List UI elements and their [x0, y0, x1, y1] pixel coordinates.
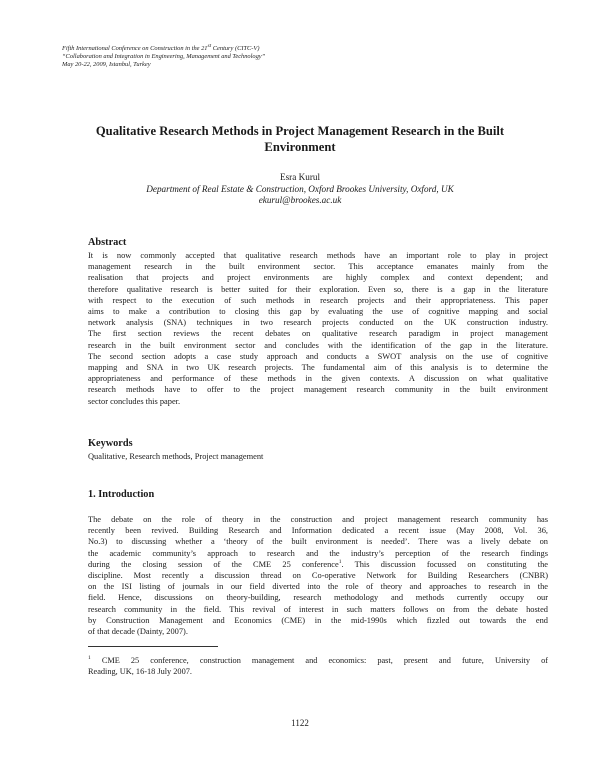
introduction-heading: 1. Introduction: [88, 489, 155, 500]
conference-name: Fifth International Conference on Construction in the 21st Century (CITC-V): [62, 42, 260, 52]
keywords-heading: Keywords: [88, 438, 133, 449]
text-line: on the ISI listing of journals in our field diverted into the role of theory and approaches to research in the: [88, 582, 548, 592]
author-email: ekurul@brookes.ac.uk: [258, 195, 342, 205]
paper-title: Qualitative Research Methods in Project Management Research in the Built Environment: [95, 124, 505, 154]
footnote: $^1$ CME 25 conference, construction management and economics: past, present and future, University of Reading, UK, 16-18 July 2007.: [88, 655, 548, 676]
text-line: It is now commonly accepted that qualitative research methods have an important role to play in project: [88, 251, 548, 260]
text-line: therefore qualitative research is better suited for their exploration. Even so, there is a gap in the literature: [88, 284, 548, 294]
text-line: realisation that projects and project environments are highly complex and context dependent; and: [88, 273, 548, 283]
text-line: The first section reviews the recent debates on qualitative research paradigm in project management: [88, 329, 548, 339]
text-line: research community in the field. This revival of interest in such matters follows on from the debate hosted: [88, 604, 548, 614]
conference-date: May 20-22, 2009, Istanbul, Turkey: [62, 61, 151, 68]
text-line: by Construction Management and Economics (CME) in the mid-1990s which fizzled out towards the end: [88, 615, 548, 625]
text-line: research in the built environment sector and concludes with the identification of the gap in the literature.: [88, 340, 548, 350]
text-line: recently been revived. Building Research and Information dedicated a recent issue (May 2008, Vol. 36,: [88, 526, 548, 536]
text-line: discipline. Most recently a discussion thread on Co-operative Network for Building Researchers (CNBR): [88, 571, 548, 581]
text-line: network analysis (SNA) techniques in two research projects conducted on the UK construction industry.: [88, 318, 548, 328]
conference-header: [62, 42, 542, 69]
footnote-separator: [88, 646, 218, 647]
text-line: sector concludes this paper.: [88, 396, 181, 406]
text-line: The second section adopts a case study approach and conducts a SWOT analysis on the use of cognitive: [88, 351, 548, 361]
footnote-marker: 1: [88, 655, 91, 662]
text-line: mapping and SNA in two UK research projects. The fundamental aim of this analysis is to determine the: [88, 363, 548, 373]
abstract-body: [88, 250, 548, 407]
author-affiliation: Department of Real Estate & Construction, Oxford Brookes University, Oxford, UK: [146, 183, 454, 194]
text-line: management research in the built environment sector. This acceptance emanates mainly from the: [88, 262, 548, 272]
text-line: of that decade (Dainty, 2007).: [88, 627, 188, 637]
page-number: 1122: [291, 718, 309, 728]
text-line: The debate on the role of theory in the construction and project management research community has: [88, 515, 548, 524]
text-line: appropriateness and performance of these methods in the given contexts. A discussion on what qualitative: [88, 374, 548, 384]
author-block: [60, 172, 540, 207]
text-line: field. Hence, discussions on theory-building, research methodology and methods currently occupy our: [88, 593, 548, 603]
text-line: aims to make a contribution to closing this gap by evaluating the use of cognitive mapping and social: [88, 307, 548, 317]
text-line: during the closing session of the CME 25 conference$^1$. This discussion focussed on constituting the: [88, 559, 548, 569]
author-name: Esra Kurul: [279, 172, 321, 182]
conference-theme: “Collaboration and Integration in Engineering, Management and Technology”: [62, 53, 266, 60]
text-line: research methods have to offer to the project management research community in the built environment: [88, 385, 548, 395]
text-line: with respect to the execution of such methods in research projects and their appropriateness. This paper: [88, 295, 548, 305]
footnote-ref[interactable]: 1: [338, 559, 342, 566]
abstract-heading: Abstract: [88, 237, 127, 248]
introduction-body: [88, 514, 548, 637]
text-line: No.3) to discussing whether a ‘theory of the built environment is needed’. There was a lively debate on: [88, 537, 548, 547]
text-line: the academic community’s approach to research and the industry’s perception of the research findings: [88, 548, 548, 558]
keywords-text: Qualitative, Research methods, Project management: [88, 452, 264, 461]
